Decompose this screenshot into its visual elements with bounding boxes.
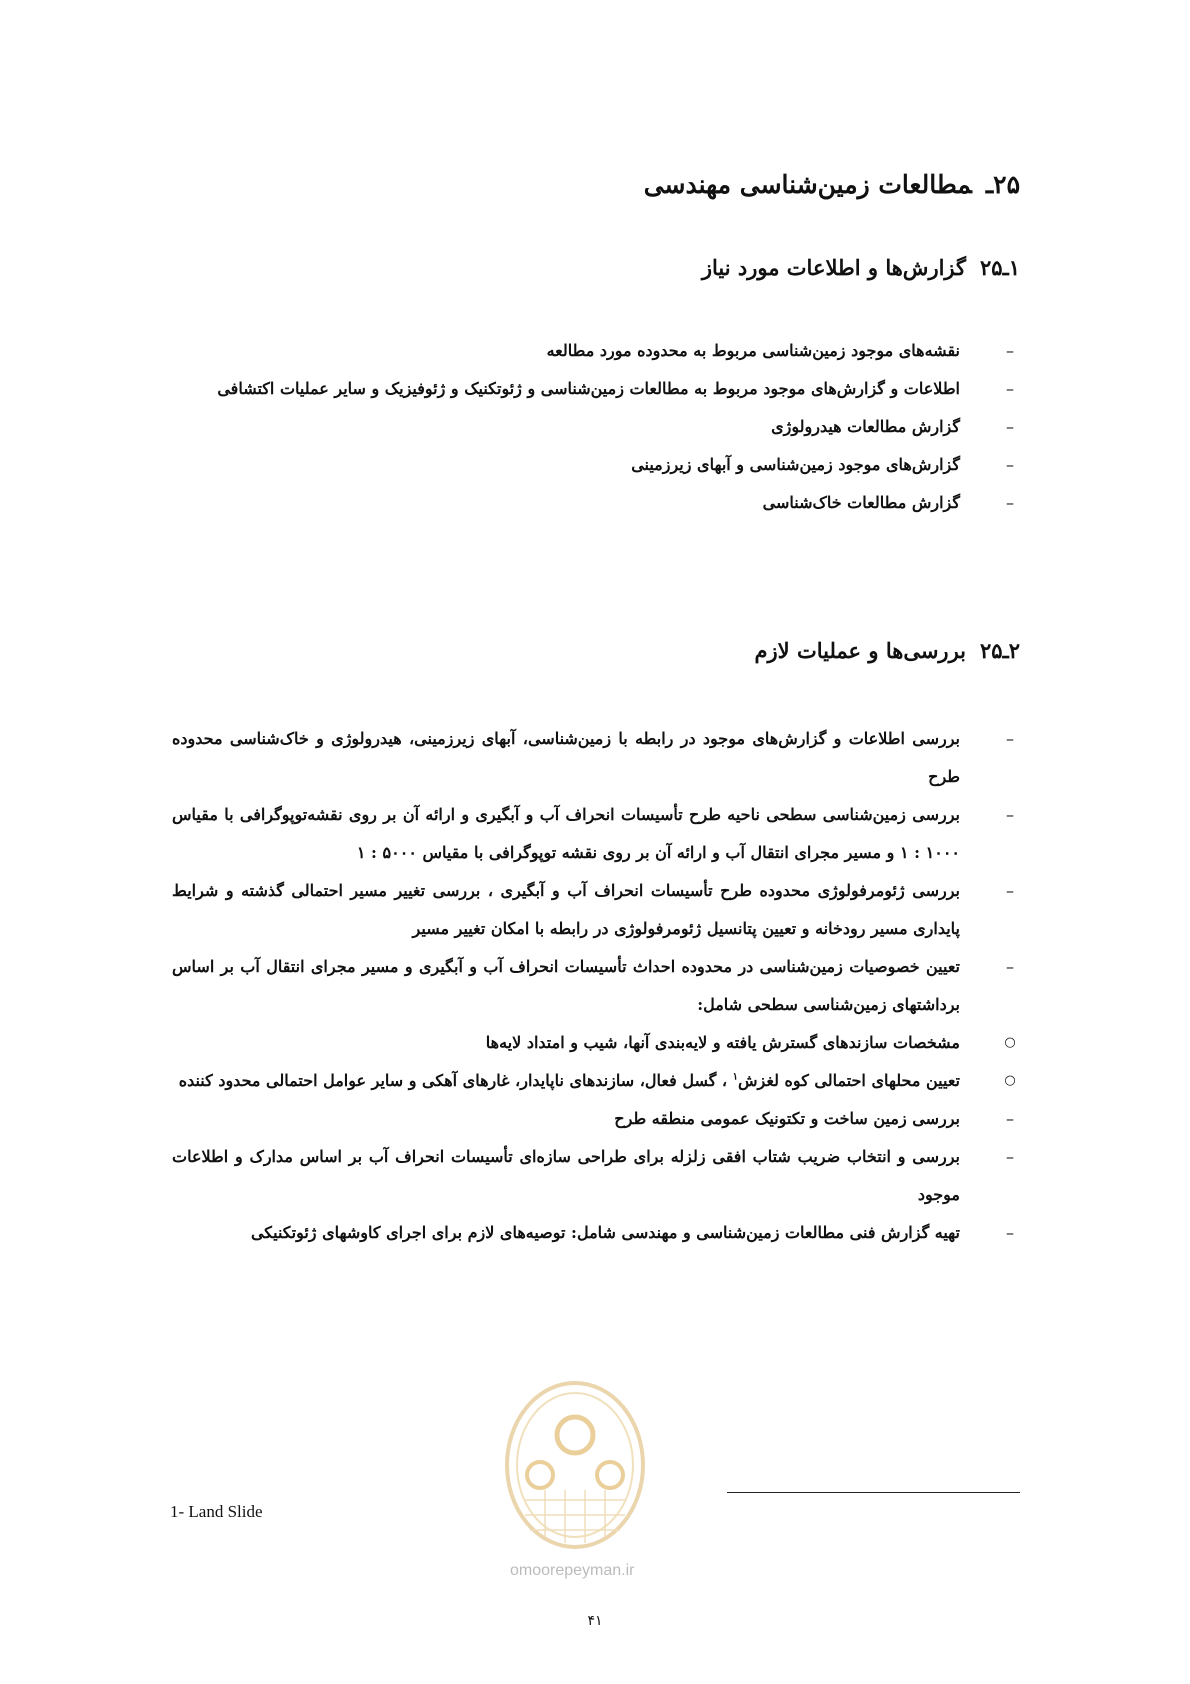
- chapter-heading: [644, 170, 1020, 199]
- circle-marker: ○: [1004, 1035, 1016, 1050]
- dash-marker: –: [1006, 805, 1014, 824]
- circle-marker: ○: [1004, 1073, 1016, 1088]
- footnote: 1- Land Slide: [170, 1502, 263, 1521]
- watermark-logo: [500, 1365, 650, 1555]
- list-item: – گزارش مطالعات هیدرولوژی: [172, 408, 1020, 446]
- dash-marker: –: [1006, 1109, 1014, 1128]
- dash-marker: –: [1006, 379, 1014, 398]
- section-2-title: بررسی‌ها و عملیات لازم: [754, 638, 966, 663]
- dash-marker: –: [1006, 1223, 1014, 1242]
- chapter-title: مطالعات زمین‌شناسی مهندسی: [643, 170, 972, 199]
- list-item: – بررسی زمین‌شناسی سطحی ناحیه طرح تأسیسات انحراف آب و آبگیری و ارائه آن بر روی نقشه‌توپوگرافی با مقیاس ۱۰۰۰ : ۱ و مسیر مجرای انتقال آب و ارائه آن بر روی نقشه توپوگرافی با مقیاس ۵۰۰۰ : ۱: [172, 796, 1020, 872]
- dash-marker: –: [1006, 957, 1014, 976]
- dash-marker: –: [1006, 455, 1014, 474]
- dash-marker: –: [1006, 1147, 1014, 1166]
- section-2-number: ۲ـ۲۵: [980, 638, 1020, 663]
- chapter-number: ۲۵ـ: [985, 170, 1020, 199]
- dash-marker: –: [1006, 493, 1014, 512]
- list-item: – نقشه‌های موجود زمین‌شناسی مربوط به محدوده مورد مطالعه: [172, 332, 1020, 370]
- section-1-heading: [702, 255, 1020, 280]
- section-1-list: [172, 332, 1020, 522]
- dash-marker: –: [1006, 417, 1014, 436]
- footnote-reference: ۱: [732, 1071, 739, 1083]
- section-1-number: ۱ـ۲۵: [980, 255, 1020, 280]
- dash-marker: –: [1006, 341, 1014, 360]
- list-item: – گزارش مطالعات خاک‌شناسی: [172, 484, 1020, 522]
- dash-marker: –: [1006, 729, 1014, 748]
- footnote-separator: [727, 1492, 1020, 1493]
- list-item: – بررسی و انتخاب ضریب شتاب افقی زلزله برای طراحی سازه‌ای تأسیسات انحراف آب بر اساس مدارک و اطلاعات موجود: [172, 1138, 1020, 1214]
- section-2-heading: [755, 638, 1020, 663]
- section-2-list: [172, 720, 1020, 1252]
- list-item: – اطلاعات و گزارش‌های موجود مربوط به مطالعات زمین‌شناسی و ژئوتکنیک و ژئوفیزیک و سایر عملیات اکتشافی: [172, 370, 1020, 408]
- list-item: – تعیین خصوصیات زمین‌شناسی در محدوده احداث تأسیسات انحراف آب و آبگیری و مسیر مجرای انتقال آب بر اساس برداشتهای زمین‌شناسی سطحی شامل:: [172, 948, 1020, 1024]
- sub-list-item: ○ تعیین محلهای احتمالی کوه لغزش$^۱$ ، گسل فعال، سازندهای ناپایدار، غارهای آهکی و سایر عوامل احتمالی محدود کننده: [172, 1062, 1020, 1100]
- list-item: – تهیه گزارش فنی مطالعات زمین‌شناسی و مهندسی شامل: توصیه‌های لازم برای اجرای کاوشهای ژئوتکنیکی: [172, 1214, 1020, 1252]
- page-number: ۴۱: [587, 1613, 603, 1629]
- list-item: – گزارش‌های موجود زمین‌شناسی و آبهای زیرزمینی: [172, 446, 1020, 484]
- dash-marker: –: [1006, 881, 1014, 900]
- sub-list-item: ○ مشخصات سازندهای گسترش یافته و لایه‌بندی آنها، شیب و امتداد لایه‌ها: [172, 1024, 1020, 1062]
- section-1-title: گزارش‌ها و اطلاعات مورد نیاز: [701, 255, 966, 280]
- list-item: – بررسی اطلاعات و گزارش‌های موجود در رابطه با زمین‌شناسی، آبهای زیرزمینی، هیدرولوژی و خاک‌شناسی محدوده طرح: [172, 720, 1020, 796]
- list-item: – بررسی ژئومرفولوژی محدوده طرح تأسیسات انحراف آب و آبگیری ، بررسی تغییر مسیر احتمالی گذشته و شرایط پایداری مسیر رودخانه و تعیین پتانسیل ژئومرفولوژی در رابطه با امکان تغییر مسیر: [172, 872, 1020, 948]
- list-item: – بررسی زمین ساخت و تکتونیک عمومی منطقه طرح: [172, 1100, 1020, 1138]
- watermark-text: omoorepeyman.ir: [510, 1562, 635, 1579]
